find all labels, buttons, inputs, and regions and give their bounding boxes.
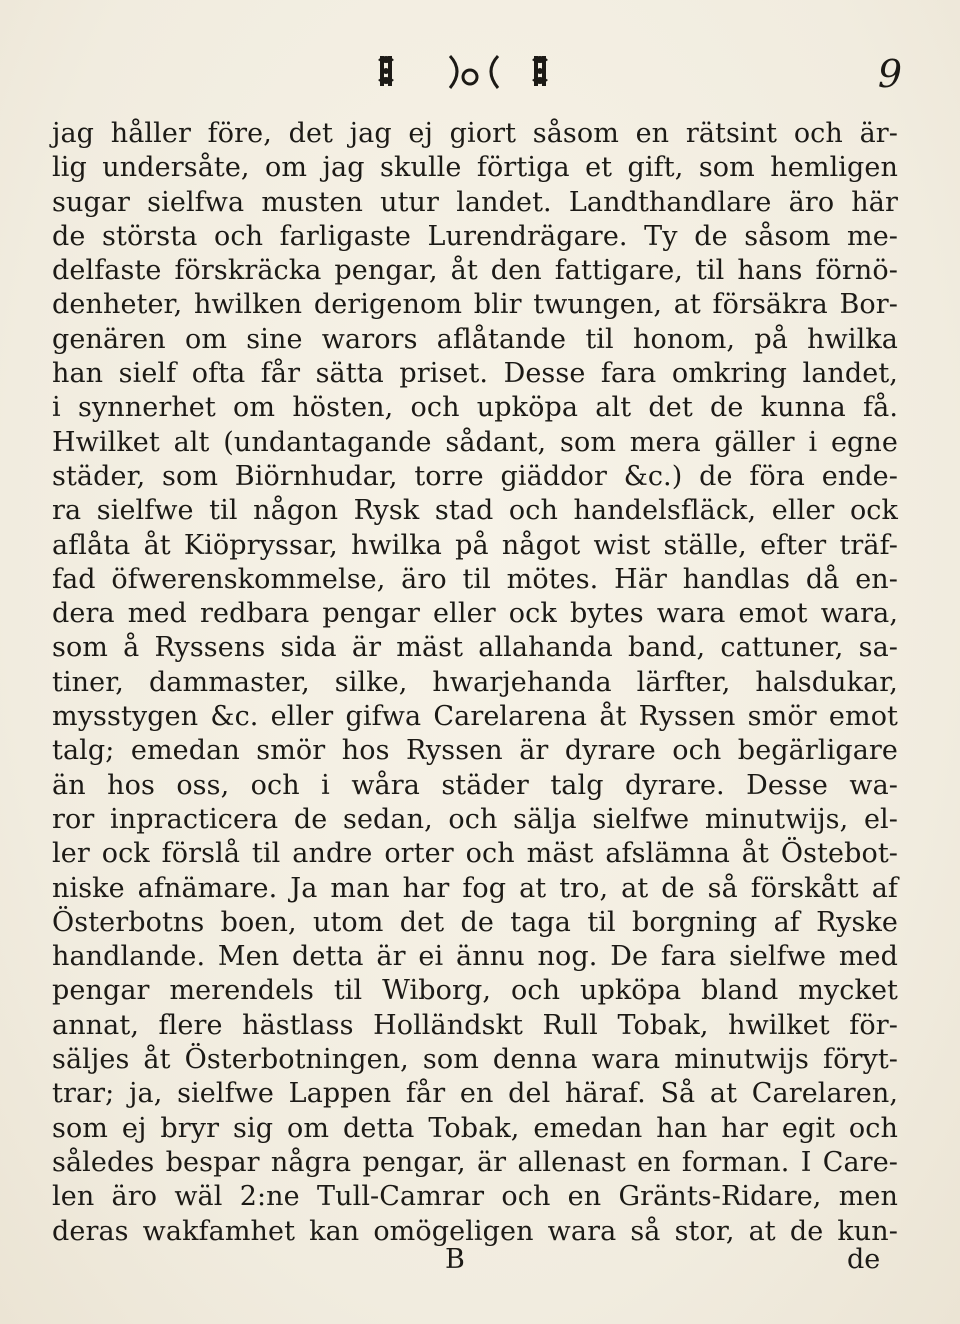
page-header <box>0 50 960 100</box>
text-line: denheter, hwilken derigenom blir twungen, at försäkra Bor- <box>52 289 898 321</box>
text-line: genären om sine warors aflåtande til honom, på hwilka <box>52 323 898 355</box>
text-line: ler ock förslå til andre orter och mäst afslämna åt Östebot- <box>52 838 898 870</box>
text-line: som å Ryssens sida är mäst allahanda band, cattuner, sa- <box>52 632 898 664</box>
text-line: ror inpracticera de sedan, och sälja sielfwe minutwijs, el- <box>52 803 898 835</box>
text-line: dera med redbara pengar eller ock bytes wara emot wara, <box>52 598 898 630</box>
signature-mark: B <box>445 1244 465 1275</box>
text-line: aflåta åt Kiöpryssar, hwilka på något wist ställe, efter träf- <box>52 529 898 561</box>
text-line: handlande. Men detta är ei ännu nog. De fara sielfwe med <box>52 941 898 973</box>
text-line: de största och farligaste Lurendrägare. Ty de såsom me- <box>52 220 898 252</box>
text-line: talg; emedan smör hos Ryssen är dyrare och begärligare <box>52 735 898 767</box>
text-line: ra sielfwe til någon Rysk stad och handelsfläck, eller ock <box>52 495 898 527</box>
text-line: deras wakfamhet kan omögeligen wara så stor, at de kun- <box>52 1215 898 1247</box>
text-line: således bespar några pengar, är allenast en forman. I Care- <box>52 1146 898 1178</box>
text-line: som ej bryr sig om detta Tobak, emedan han har egit och <box>52 1112 898 1144</box>
text-line: annat, flere hästlass Holländskt Rull Tobak, hwilket för- <box>52 1009 898 1041</box>
text-line: i synnerhet om hösten, och upköpa alt det de kunna få. <box>52 392 898 424</box>
text-line: Österbotns boen, utom det de taga til borgning af Ryske <box>52 906 898 938</box>
text-line: sugar sielfwa musten utur landet. Landthandlare äro här <box>52 186 898 218</box>
text-line: än hos oss, och i wåra städer talg dyrare. Desse wa- <box>52 769 898 801</box>
text-line: Hwilket alt (undantagande sådant, som mera gäller i egne <box>52 426 898 458</box>
text-line: jag håller före, det jag ej giort såsom en rätsint och är- <box>52 118 898 149</box>
text-line: pengar merendels til Wiborg, och upköpa bland mycket <box>52 975 898 1007</box>
page-number: 9 <box>877 52 902 96</box>
text-line: han sielf ofta får sätta priset. Desse fara omkring landet, <box>52 358 898 390</box>
text-line: säljes åt Österbotningen, som denna wara minutwijs föryt- <box>52 1044 898 1076</box>
printer-ornament-icon <box>372 50 572 94</box>
text-line: fad öfwerenskommelse, äro til mötes. Här handlas då en- <box>52 563 898 595</box>
page-footer <box>0 1240 960 1280</box>
text-line: lig undersåte, om jag skulle förtiga et gift, som hemligen <box>52 152 898 184</box>
text-line: trar; ja, sielfwe Lappen får en del häraf. Så at Carelaren, <box>52 1078 898 1110</box>
text-line: mysstygen &c. eller gifwa Carelarena åt Ryssen smör emot <box>52 701 898 733</box>
body-text <box>52 117 898 1249</box>
catchword: de <box>847 1244 881 1275</box>
text-line: len äro wäl 2:ne Tull-Camrar och en Gränts-Ridare, men <box>52 1181 898 1213</box>
text-line: tiner, dammaster, silke, hwarjehanda lärfter, halsdukar, <box>52 666 898 698</box>
text-line: niske afnämare. Ja man har fog at tro, at de så förskått af <box>52 872 898 904</box>
text-line: städer, som Biörnhudar, torre giäddor &c.) de föra ende- <box>52 460 898 492</box>
text-line: delfaste förskräcka pengar, åt den fattigare, til hans förnö- <box>52 255 898 287</box>
